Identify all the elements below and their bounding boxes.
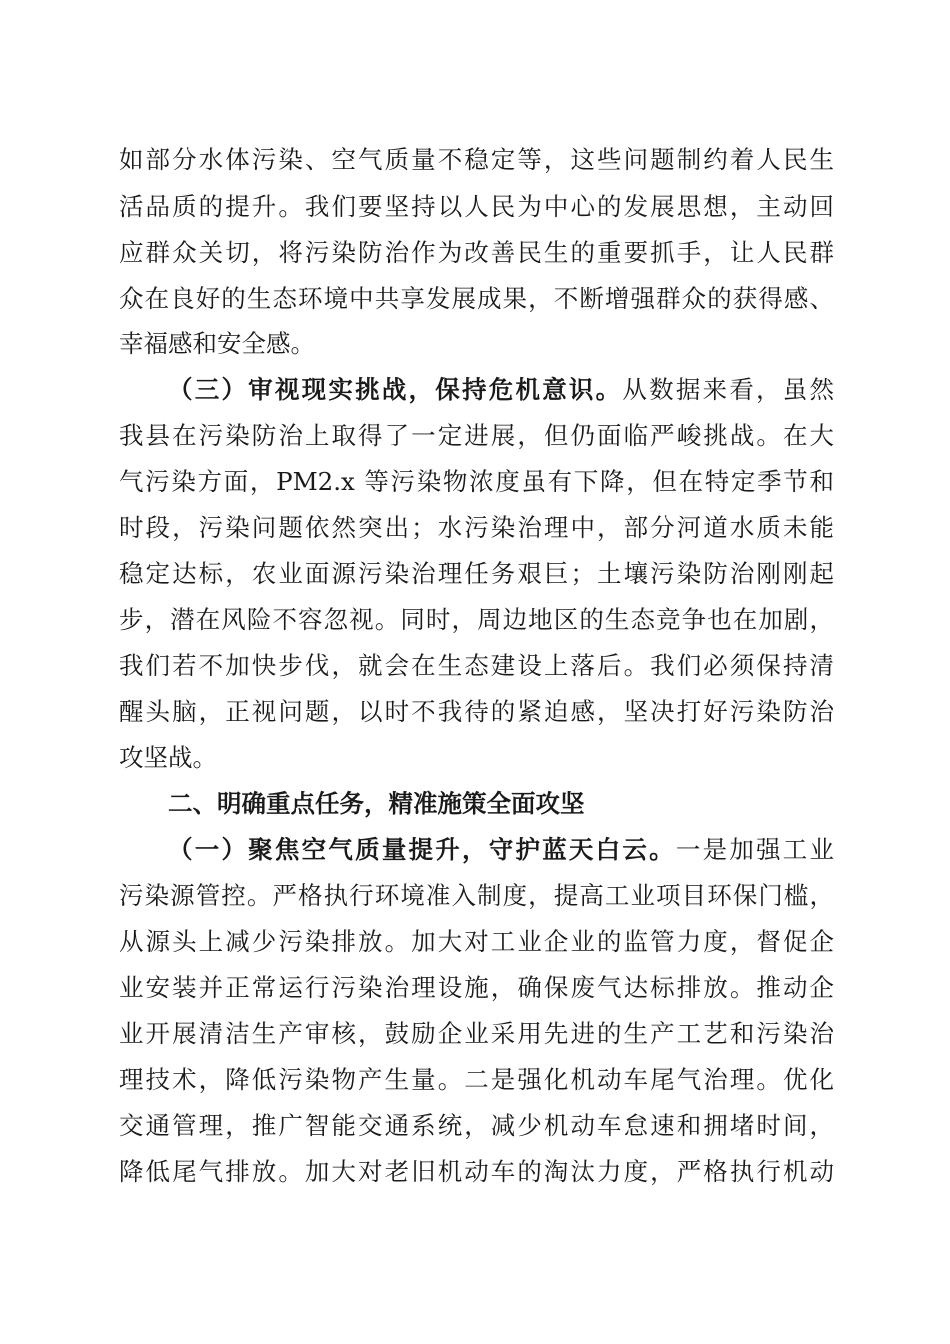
paragraph-line: 步，潜在风险不容忽视。同时，周边地区的生态竞争也在加剧， xyxy=(119,605,834,634)
paragraph-line: 交通管理，推广智能交通系统，减少机动车怠速和拥堵时间， xyxy=(119,1111,834,1140)
paragraph-line: 如部分水体污染、空气质量不稳定等，这些问题制约着人民生 xyxy=(119,145,834,174)
paragraph-line: 我县在污染防治上取得了一定进展，但仍面临严峻挑战。在大 xyxy=(119,421,834,450)
paragraph-line: 污染源管控。严格执行环境准入制度，提高工业项目环保门槛， xyxy=(119,881,834,910)
paragraph-line: 幸福感和安全感。 xyxy=(119,329,315,358)
paragraph-line: 气污染方面，PM2.x 等污染物浓度虽有下降，但在特定季节和 xyxy=(119,467,834,496)
paragraph-line: 活品质的提升。我们要坚持以人民为中心的发展思想，主动回 xyxy=(119,192,834,221)
paragraph-line: 时段，污染问题依然突出；水污染治理中，部分河道水质未能 xyxy=(119,513,834,542)
paragraph-first-line xyxy=(168,828,834,872)
paragraph-line: 应群众关切，将污染防治作为改善民生的重要抓手，让人民群 xyxy=(119,238,834,267)
paragraph-line: 业开展清洁生产审核，鼓励企业采用先进的生产工艺和污染治 xyxy=(119,1019,834,1048)
paragraph-line: 理技术，降低污染物产生量。二是强化机动车尾气治理。优化 xyxy=(119,1065,834,1094)
paragraph-line: 稳定达标，农业面源污染治理任务艰巨；土壤污染防治刚刚起 xyxy=(119,559,834,588)
paragraph-lead-heading: （一）聚焦空气质量提升，守护蓝天白云。 xyxy=(168,835,676,864)
paragraph-line: 业安装并正常运行污染治理设施，确保废气达标排放。推动企 xyxy=(119,973,834,1002)
paragraph-first-line xyxy=(168,368,834,412)
section-heading: 二、明确重点任务，精准施策全面攻坚 xyxy=(168,789,585,818)
paragraph-line: 众在良好的生态环境中共享发展成果，不断增强群众的获得感、 xyxy=(119,284,834,313)
paragraph-line: 降低尾气排放。加大对老旧机动车的淘汰力度，严格执行机动 xyxy=(119,1157,834,1186)
paragraph-line: 我们若不加快步伐，就会在生态建设上落后。我们必须保持清 xyxy=(119,651,834,680)
paragraph-lead-heading: （三）审视现实挑战，保持危机意识。 xyxy=(168,375,623,404)
paragraph-line: 从源头上减少污染排放。加大对工业企业的监管力度，督促企 xyxy=(119,927,834,956)
paragraph-text-run: 从数据来看，虽然 xyxy=(622,375,835,404)
paragraph-line: 醒头脑，正视问题，以时不我待的紧迫感，坚决打好污染防治 xyxy=(119,697,834,726)
paragraph-text-run: 一是加强工业 xyxy=(675,835,835,864)
paragraph-line: 攻坚战。 xyxy=(119,743,217,772)
